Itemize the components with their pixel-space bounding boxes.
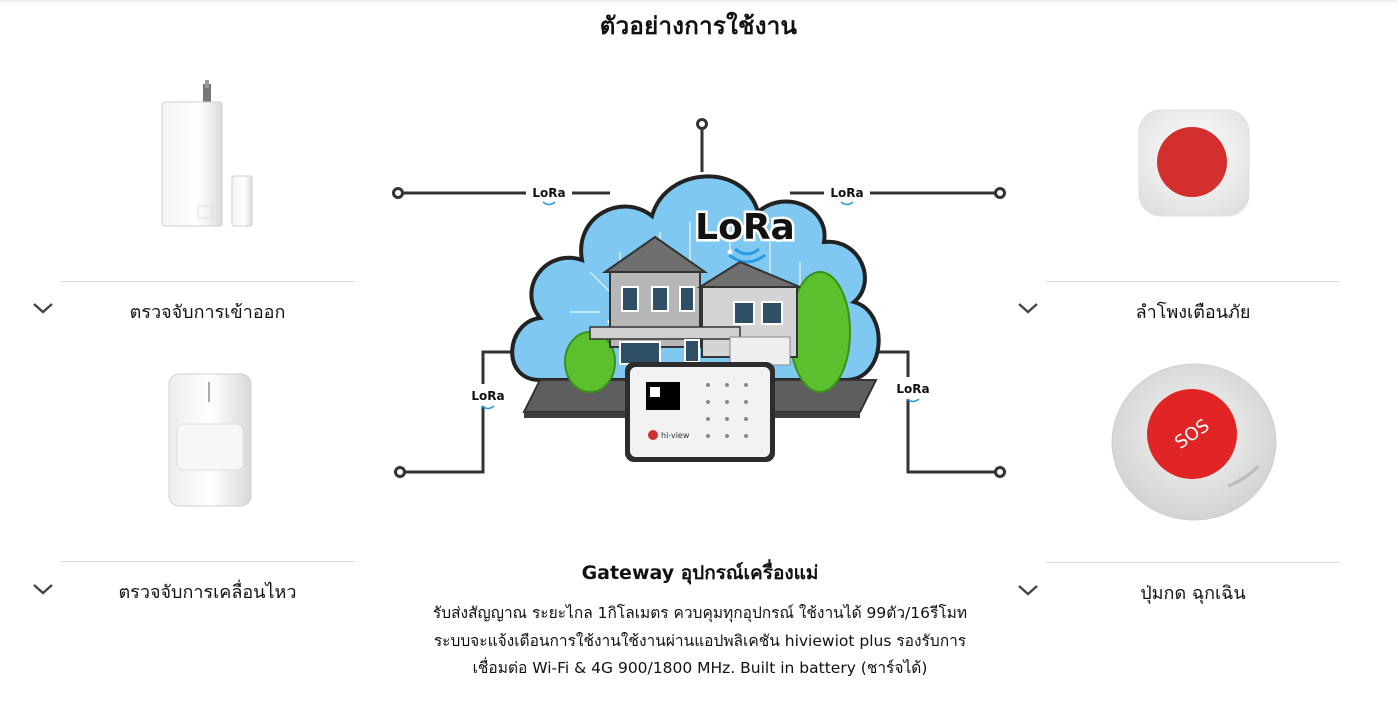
divider	[1046, 281, 1340, 282]
gateway-title: Gateway อุปกรณ์เครื่องแม่	[581, 562, 819, 584]
card-label: ตรวจจับการเคลื่อนไหว	[118, 582, 297, 603]
card-label: ลำโพงเตือนภัย	[1135, 302, 1251, 323]
page-title: ตัวอย่างการใช้งาน	[599, 12, 798, 40]
gateway-desc-line: เชื่อมต่อ Wi-Fi & 4G 900/1800 MHz. Built in battery (ชาร์จได้)	[472, 659, 928, 677]
top-shadow	[0, 0, 1397, 4]
svg-text:LoRa: LoRa	[896, 382, 930, 396]
card-label: ปุ่มกด ฉุกเฉิน	[1140, 583, 1246, 604]
chevron-down-icon[interactable]	[31, 581, 55, 597]
divider	[60, 281, 355, 282]
svg-text:SOS: SOS	[1171, 415, 1214, 454]
divider	[1046, 562, 1340, 563]
sos-button-icon	[1108, 358, 1280, 522]
motion-sensor-icon	[165, 372, 255, 508]
siren-icon	[1135, 106, 1253, 220]
svg-text:LoRa: LoRa	[695, 207, 795, 248]
svg-text:LoRa: LoRa	[830, 186, 864, 200]
gateway-desc-line: รับส่งสัญญาณ ระยะไกล 1กิโลเมตร ควบคุมทุกอุปกรณ์ ใช้งานได้ 99ตัว/16รีโมท	[432, 604, 968, 622]
gateway-description	[385, 558, 1015, 683]
lora-gateway-diagram	[390, 112, 1010, 492]
chevron-down-icon[interactable]	[31, 300, 55, 316]
card-label: ตรวจจับการเข้าออก	[129, 302, 286, 323]
door-sensor-icon	[150, 80, 265, 230]
chevron-down-icon[interactable]	[1016, 300, 1040, 316]
chevron-down-icon[interactable]	[1016, 582, 1040, 598]
svg-text:LoRa: LoRa	[532, 186, 566, 200]
divider	[60, 561, 355, 562]
svg-text:hi-view: hi-view	[661, 431, 690, 440]
gateway-desc-line: ระบบจะแจ้งเตือนการใช้งานใช้งานผ่านแอปพลิเคชัน hiviewiot plus รองรับการ	[433, 631, 967, 650]
svg-text:LoRa: LoRa	[471, 389, 505, 403]
